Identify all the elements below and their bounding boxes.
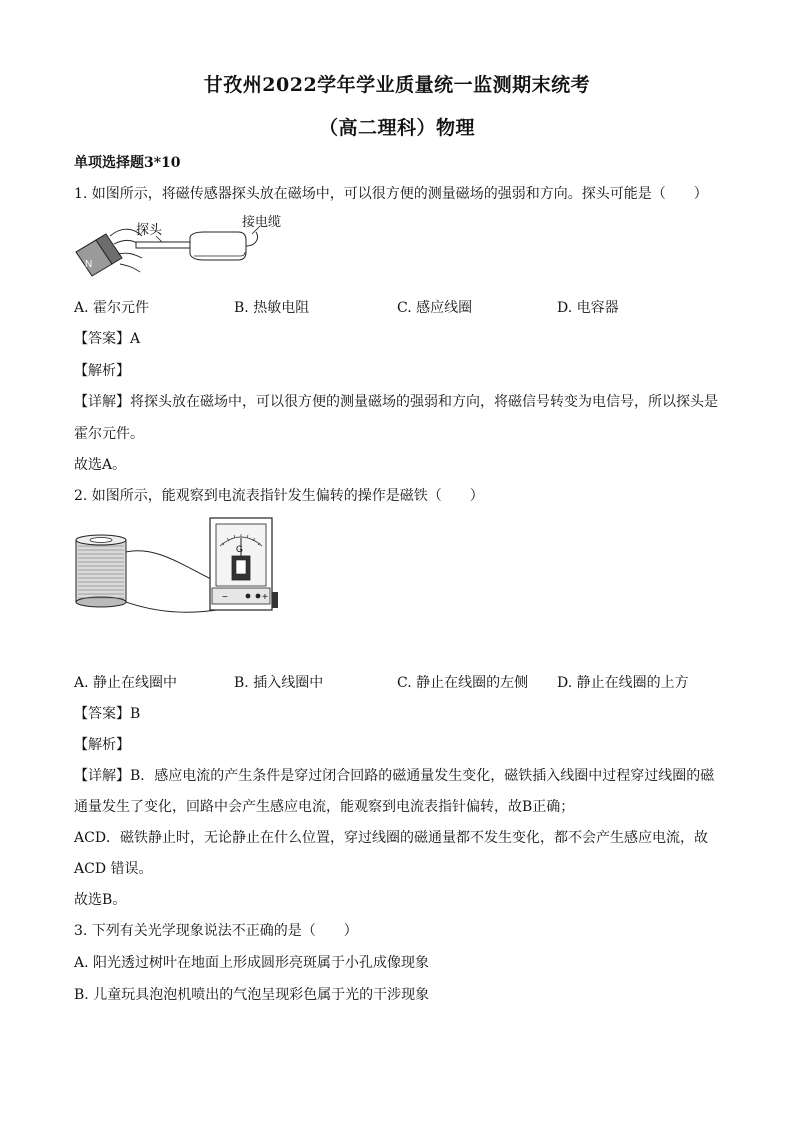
q2-analysis: 【解析】: [74, 737, 130, 753]
q1-option-a: A. 霍尔元件: [74, 300, 150, 316]
q1-option-b: B. 热敏电阻: [234, 300, 310, 316]
q1-analysis: 【解析】: [74, 363, 130, 379]
q2-conclusion: 故选B。: [74, 892, 127, 908]
q2-figure-coil-galvanometer: [72, 514, 288, 620]
q2-detail-line3: ACD．磁铁静止时，无论静止在什么位置，穿过线圈的磁通量都不发生变化，都不会产生感应电流，故: [74, 830, 709, 846]
q1-detail-line2: 霍尔元件。: [74, 426, 144, 442]
q3-stem: 3. 下列有关光学现象说法不正确的是（ ）: [74, 923, 358, 939]
q1-answer: 【答案】A: [74, 331, 141, 347]
q2-option-d: D. 静止在线圈的上方: [557, 675, 689, 691]
coil-icon: [76, 535, 126, 607]
section-heading: 单项选择题3*10: [74, 155, 181, 171]
exam-subtitle: （高二理科）物理: [318, 117, 475, 139]
q2-answer: 【答案】B: [74, 706, 141, 722]
minus-terminal-label: −: [222, 592, 228, 603]
magnet-pole-label: N: [85, 259, 93, 270]
q1-option-d: D. 电容器: [557, 300, 619, 316]
q3-option-b: B. 儿童玩具泡泡机喷出的气泡呈现彩色属于光的干涉现象: [74, 987, 430, 1003]
meter-label: G: [236, 544, 244, 554]
plus-terminal-label: +: [262, 592, 268, 603]
exam-title: 甘孜州2022学年学业质量统一监测期末统考: [203, 74, 591, 96]
q2-stem: 2. 如图所示，能观察到电流表指针发生偏转的操作是磁铁（ ）: [74, 488, 484, 504]
q1-stem: 1. 如图所示，将磁传感器探头放在磁场中，可以很方便的测量磁场的强弱和方向。探头可能是（ ）: [74, 186, 708, 202]
q1-detail-line1: 【详解】将探头放在磁场中，可以很方便的测量磁场的强弱和方向，将磁信号转变为电信号，所以探头是: [74, 394, 718, 410]
probe-rod: [136, 242, 192, 248]
cable-hook: [246, 232, 258, 246]
q2-option-b: B. 插入线圈中: [234, 675, 324, 691]
q1-option-c: C. 感应线圈: [397, 300, 473, 316]
q1-conclusion: 故选A。: [74, 457, 127, 473]
q2-detail-line4: ACD 错误。: [74, 861, 153, 877]
q1-figure-magnetic-probe: [70, 212, 300, 282]
probe-label: 探头: [136, 223, 163, 238]
q2-detail-line2: 通量发生了变化，回路中会产生感应电流，能观察到电流表指针偏转，故B正确；: [74, 799, 575, 815]
q2-option-c: C. 静止在线圈的左侧: [397, 675, 529, 691]
cable-label: 接电缆: [242, 215, 282, 230]
q2-option-a: A. 静止在线圈中: [74, 675, 178, 691]
q3-option-a: A. 阳光透过树叶在地面上形成圆形亮斑属于小孔成像现象: [74, 955, 430, 971]
magnet-icon: [76, 234, 122, 276]
q2-detail-line1: 【详解】B．感应电流的产生条件是穿过闭合回路的磁通量发生变化，磁铁插入线圈中过程穿过线圈的磁: [74, 768, 715, 784]
